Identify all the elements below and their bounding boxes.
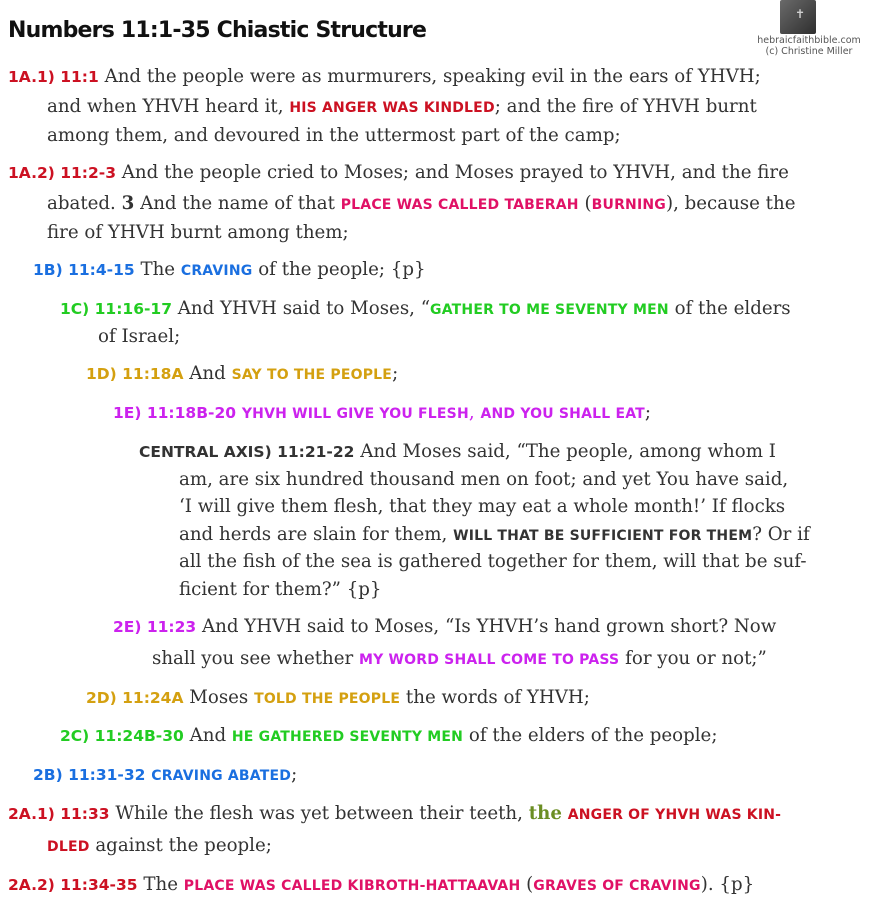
section-label: 1A.2) 11:2-3 (8, 164, 116, 182)
section-text: And the people cried to Moses; and Moses prayed to YHVH, and the fire (121, 162, 789, 183)
keyword-highlight: CRAVING ABATED (151, 768, 292, 784)
section-text: among them, and devoured in the uttermost part of the camp; (47, 125, 621, 146)
section-text: The (140, 259, 176, 280)
section-text: shall you see whether (152, 648, 354, 669)
section-text: The (143, 874, 178, 895)
section-1a2-line3 (47, 220, 349, 246)
section-label: CENTRAL AXIS) 11:21-22 (139, 443, 355, 461)
section-1e (113, 400, 651, 427)
verse-number: 3 (121, 193, 135, 214)
section-text: While the flesh was yet between their teeth, (115, 803, 523, 824)
central-axis-line5 (179, 549, 807, 575)
section-text: of the elders (674, 298, 791, 319)
section-text: ? Or if (752, 524, 810, 545)
keyword-highlight: PLACE WAS CALLED KIBROTH-HATTAAVAH (183, 878, 521, 894)
central-axis-line3 (179, 494, 785, 520)
keyword-highlight: DLED (47, 839, 90, 855)
central-axis-line2 (179, 467, 788, 493)
section-text: ; and the fire of YHVH burnt (494, 96, 757, 117)
section-1c-line2 (98, 324, 180, 350)
logo-site: hebraicfaithbible.com (757, 35, 861, 46)
section-text: ficient for them?” {p} (179, 579, 382, 600)
section-text: of the elders of the people; (468, 725, 718, 746)
section-text: And (189, 363, 226, 384)
section-1a2-line2 (47, 191, 795, 218)
section-1a2-line1 (8, 160, 789, 186)
section-text: And (189, 725, 227, 746)
section-label: 2C) 11:24B-30 (60, 727, 184, 745)
keyword-highlight: MY WORD SHALL COME TO PASS (359, 652, 620, 668)
section-text: ). {p} (700, 874, 755, 895)
section-1a1-line3 (47, 123, 621, 149)
central-axis-line6 (179, 577, 382, 603)
keyword-highlight: PLACE WAS CALLED TABERAH (340, 197, 579, 213)
section-2a1-line2 (47, 833, 272, 860)
section-label: 2A.2) 11:34-35 (8, 876, 138, 894)
section-text: ; (644, 402, 652, 423)
section-text: for you or not;” (625, 648, 767, 669)
section-label: 2E) 11:23 (113, 618, 197, 636)
section-text: Moses (189, 687, 249, 708)
section-1d (86, 361, 398, 388)
section-text: fire of YHVH burnt among them; (47, 222, 349, 243)
section-1a1-line2 (47, 94, 757, 121)
section-text: all the fish of the sea is gathered together for them, will that be suf- (179, 551, 807, 572)
section-1c-line1 (60, 296, 791, 323)
section-text: am, are six hundred thousand men on foot; and yet You have said, (179, 469, 789, 490)
section-text: And the name of that (140, 193, 335, 214)
central-axis-line1 (139, 439, 776, 465)
section-text: And YHVH said to Moses, “ (177, 298, 431, 319)
keyword-highlight: YHVH WILL GIVE YOU FLESH (241, 406, 469, 422)
section-label: 2A.1) 11:33 (8, 805, 110, 823)
keyword-highlight: AND YOU SHALL EAT (480, 406, 645, 422)
section-text: and when YHVH heard it, (47, 96, 284, 117)
section-2a1-line1 (8, 801, 781, 828)
section-label: 1D) 11:18A (86, 365, 184, 383)
section-2c (60, 723, 717, 750)
section-label: 1E) 11:18B-20 (113, 404, 237, 422)
section-label: 1C) 11:16-17 (60, 300, 172, 318)
section-text: And the people were as murmurers, speaking evil in the ears of YHVH; (104, 66, 761, 87)
section-text: and herds are slain for them, (179, 524, 448, 545)
section-2b (33, 762, 297, 789)
section-text: ‘I will give them flesh, that they may eat a whole month!’ If flocks (179, 496, 786, 517)
site-logo (757, 0, 861, 58)
keyword-highlight: GRAVES OF CRAVING (533, 878, 701, 894)
keyword-highlight: HE GATHERED SEVENTY MEN (231, 729, 464, 745)
section-2e-line2 (152, 646, 767, 673)
section-label: 2D) 11:24A (86, 689, 184, 707)
section-1a1-line1 (8, 64, 761, 90)
keyword-highlight: WILL THAT BE SUFFICIENT FOR THEM (453, 528, 753, 544)
section-text: And Moses said, “The people, among whom I (360, 441, 776, 462)
section-label: 2B) 11:31-32 (33, 766, 146, 784)
keyword-highlight: CRAVING (180, 263, 253, 279)
section-label: 1B) 11:4-15 (33, 261, 135, 279)
section-text: against the people; (95, 835, 272, 856)
section-label: 1A.1) 11:1 (8, 68, 99, 86)
section-text: And YHVH said to Moses, “Is YHVH’s hand grown short? Now (202, 616, 777, 637)
section-text: , (468, 402, 475, 423)
section-text: abated. (47, 193, 116, 214)
section-2a2 (8, 872, 754, 899)
section-text: ), because the (665, 193, 796, 214)
section-1b (33, 257, 426, 284)
bible-book-icon: ✝ (780, 0, 816, 34)
section-text: of the people; {p} (258, 259, 426, 280)
section-text: ( (526, 874, 534, 895)
section-text: ; (291, 764, 298, 785)
keyword-highlight: TOLD THE PEOPLE (254, 691, 401, 707)
page-title: Numbers 11:1-35 Chiastic Structure (8, 18, 427, 43)
keyword-highlight: SAY TO THE PEOPLE (231, 367, 393, 383)
section-2d (86, 685, 590, 712)
section-text: of Israel; (98, 326, 181, 347)
section-text: ; (392, 363, 399, 384)
section-text: ( (584, 193, 592, 214)
keyword-highlight: BURNING (591, 197, 666, 213)
keyword-the: the (528, 803, 562, 824)
keyword-highlight: HIS ANGER WAS KINDLED (289, 100, 495, 116)
section-2e-line1 (113, 614, 776, 640)
keyword-highlight: GATHER TO ME SEVENTY MEN (430, 302, 669, 318)
keyword-highlight: ANGER OF YHVH WAS KIN- (567, 807, 782, 823)
logo-copyright: (c) Christine Miller (765, 46, 853, 57)
section-text: the words of YHVH; (405, 687, 590, 708)
central-axis-line4 (179, 522, 810, 549)
